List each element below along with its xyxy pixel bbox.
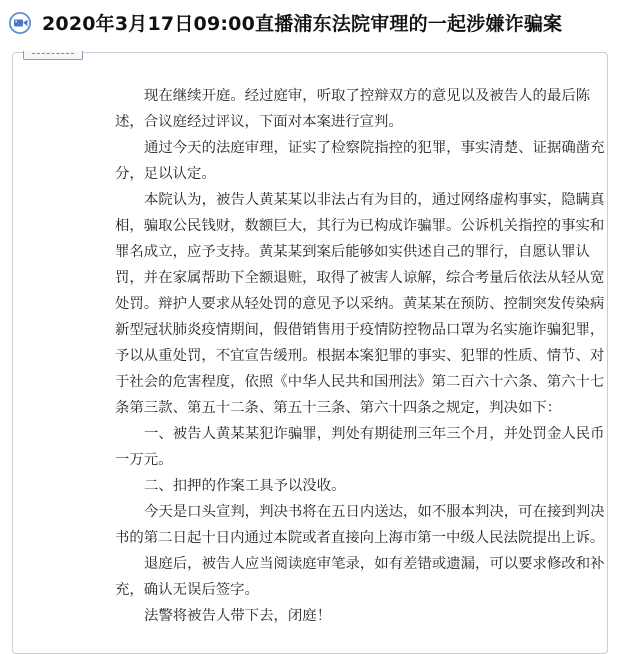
panel-tab-icon [23,51,83,60]
paragraph-sentence: 一、被告人黄某某犯诈骗罪，判处有期徒刑三年三个月，并处罚金人民币一万元。 [115,426,605,468]
paragraph-record-review: 退庭后，被告人应当阅读庭审笔录，如有差错或遗漏，可以要求修改和补充，确认无误后签字。 [115,556,605,598]
judgment-content [115,83,605,629]
paragraph-appeal-notice: 今天是口头宣判，判决书将在五日内送达，如不服本判决，可在接到判决书的第二日起十日内通过本院或者直接向上海市第一中级人民法院提出上诉。 [115,504,605,546]
video-camera-icon [8,11,34,35]
paragraph-adjourn: 法警将被告人带下去，闭庭！ [144,608,332,624]
paragraph-confiscation: 二、扣押的作案工具予以没收。 [144,478,346,494]
paragraph-resume-trial: 现在继续开庭。经过庭审，听取了控辩双方的意见以及被告人的最后陈述，合议庭经过评议，下面对本案进行宣判。 [115,88,591,130]
paragraph-court-opinion: 本院认为，被告人黄某某以非法占有为目的，通过网络虚构事实，隐瞒真相，骗取公民钱财，数额巨大，其行为已构成诈骗罪。公诉机关指控的事实和罪名成立，应予支持。黄某某到案后能够如实供述自己的罪行，自愿认罪认罚，并在家属帮助下全额退赃，取得了被害人谅解，综合考量后依法从轻从宽处罚。辩护人要求从轻处罚的意见予以采纳。黄某某在预防、控制突发传染病新型冠状肺炎疫情期间，假借销售用于疫情防控物品口罩为名实施诈骗犯罪，予以从重处罚，不宜宣告缓刑。根据本案犯罪的事实、犯罪的性质、情节、对于社会的危害程度，依照《中华人民共和国刑法》第二百六十六条、第六十七条第三款、第五十二条、第五十三条、第六十四条之规定，判决如下： [115,192,605,416]
paragraph-court-finding: 通过今天的法庭审理，证实了检察院指控的犯罪，事实清楚、证据确凿充分，足以认定。 [115,140,605,182]
page-title: 2020年3月17日09:00直播浦东法院审理的一起涉嫌诈骗案 [42,13,563,35]
header-bar [0,0,640,44]
